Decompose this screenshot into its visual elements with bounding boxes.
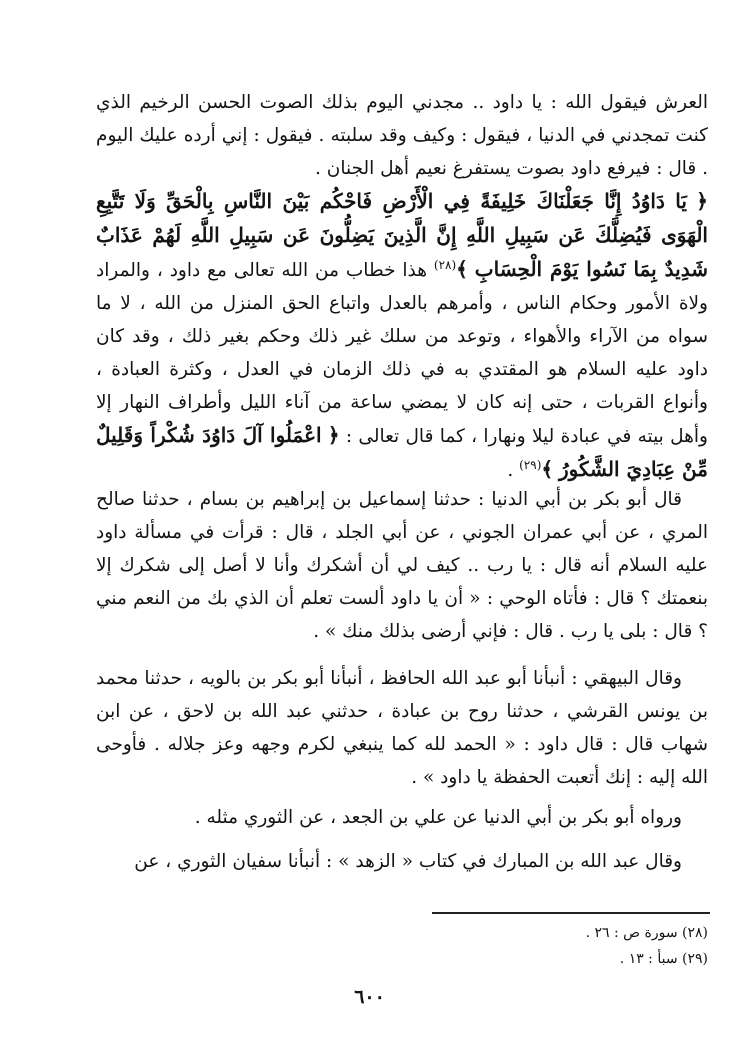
footnote-ref-29: (٢٩) xyxy=(519,457,542,472)
footnote-ref-28: (٢٨) xyxy=(433,257,457,272)
footnote-28: (٢٨) سورة ص : ٢٦ . xyxy=(585,925,708,941)
paragraph-3-text: قال أبو بكر بن أبي الدنيا : حدثنا إسماعيل بن إبراهيم بن بسام ، حدثنا صالح المري ، عن أبي عمران الجوني ، عن أبي الجلد ، قال : قرأت في مسألة داود عليه السلام أنه قال : يا رب .. كيف لي أن أشكرك وأنا لا أصل إلى شكرك إلا بنعمتك ؟ قال : فأتاه الوحي : « أن يا داود ألست تعلم أن الذي بك من النعم مني ؟ قال : بلى يا رب . قال : فإني أرضى بذلك منك » . xyxy=(96,489,708,642)
paragraph-6 xyxy=(96,845,708,878)
paragraph-1 xyxy=(96,86,708,185)
page-number: ٦٠٠ xyxy=(354,986,385,1008)
quran-verse-29: اعْمَلُوا آلَ دَاوُدَ شُكْراً وَقَلِيلٌ مِّنْ عِبَادِيَ الشَّكُورُ xyxy=(96,423,708,481)
paragraph-4 xyxy=(96,662,708,794)
paragraph-3 xyxy=(96,483,708,648)
paragraph-5 xyxy=(96,801,708,834)
footnote-29: (٢٩) سبأ : ١٣ . xyxy=(619,951,708,967)
footnote-separator xyxy=(432,912,710,914)
quran-verse-28: يَا دَاوُدُ إِنَّا جَعَلْنَاكَ خَلِيفَةً فِي الْأَرْضِ فَاحْكُم بَيْنَ النَّاسِ بِالْحَقِّ وَلَا تَتَّبِعِ الْهَوَى فَيُضِلَّكَ عَن سَبِيلِ اللَّهِ إِنَّ الَّذِينَ يَضِلُّونَ عَن سَبِيلِ اللَّهِ لَهُمْ عَذَابٌ شَدِيدٌ بِمَا نَسُوا يَوْمَ الْحِسَابِ xyxy=(96,189,708,281)
verse-close-bracket-2: ﴾ xyxy=(541,457,554,481)
paragraph-1-text: العرش فيقول الله : يا داود .. مجدني اليوم بذلك الصوت الحسن الرخيم الذي كنت تمجدني في الدنيا ، فيقول : وكيف وقد سلبته . فيقول : إني أرده عليك اليوم . قال : فيرفع داود بصوت يستفرغ نعيم أهل الجنان . xyxy=(96,92,708,179)
paragraph-6-text: وقال عبد الله بن المبارك في كتاب « الزهد » : أنبأنا سفيان الثوري ، عن xyxy=(134,851,682,872)
verse-open-bracket: ﴿ xyxy=(696,189,708,213)
paragraph-5-text: ورواه أبو بكر بن أبي الدنيا عن علي بن الجعد ، عن الثوري مثله . xyxy=(194,807,682,828)
verse-open-bracket-2: ﴿ xyxy=(327,423,340,447)
paragraph-4-text: وقال البيهقي : أنبأنا أبو عبد الله الحافظ ، أنبأنا أبو بكر بن بالويه ، حدثنا محمد بن يونس القرشي ، حدثنا روح بن عبادة ، حدثني عبد الله بن لاحق ، عن ابن شهاب قال : قال داود : « الحمد لله كما ينبغي لكرم وجهه وعز جلاله . فأوحى الله إليه : إنك أتعبت الحفظة يا داود » . xyxy=(96,668,708,788)
verse-close-bracket: ﴾ xyxy=(456,257,468,281)
paragraph-2 xyxy=(96,185,708,487)
paragraph-2-end: . xyxy=(507,460,514,481)
commentary-text: هذا خطاب من الله تعالى مع داود ، والمراد ولاة الأمور وحكام الناس ، وأمرهم بالعدل واتباع الحق المنزل من الله ، لا ما سواه من الآراء والأهواء ، وتوعد من سلك غير ذلك وحكم بغير ذلك ، وقد كان داود عليه السلام هو المقتدي به في ذلك الزمان في العدل ، وكثرة العبادة ، وأنواع القربات ، حتى إنه كان لا يمضي ساعة من آناء الليل وأطراف النهار إلا وأهل بيته في عبادة ليلا ونهارا ، كما قال تعالى : xyxy=(96,260,708,447)
footnotes xyxy=(430,920,708,972)
